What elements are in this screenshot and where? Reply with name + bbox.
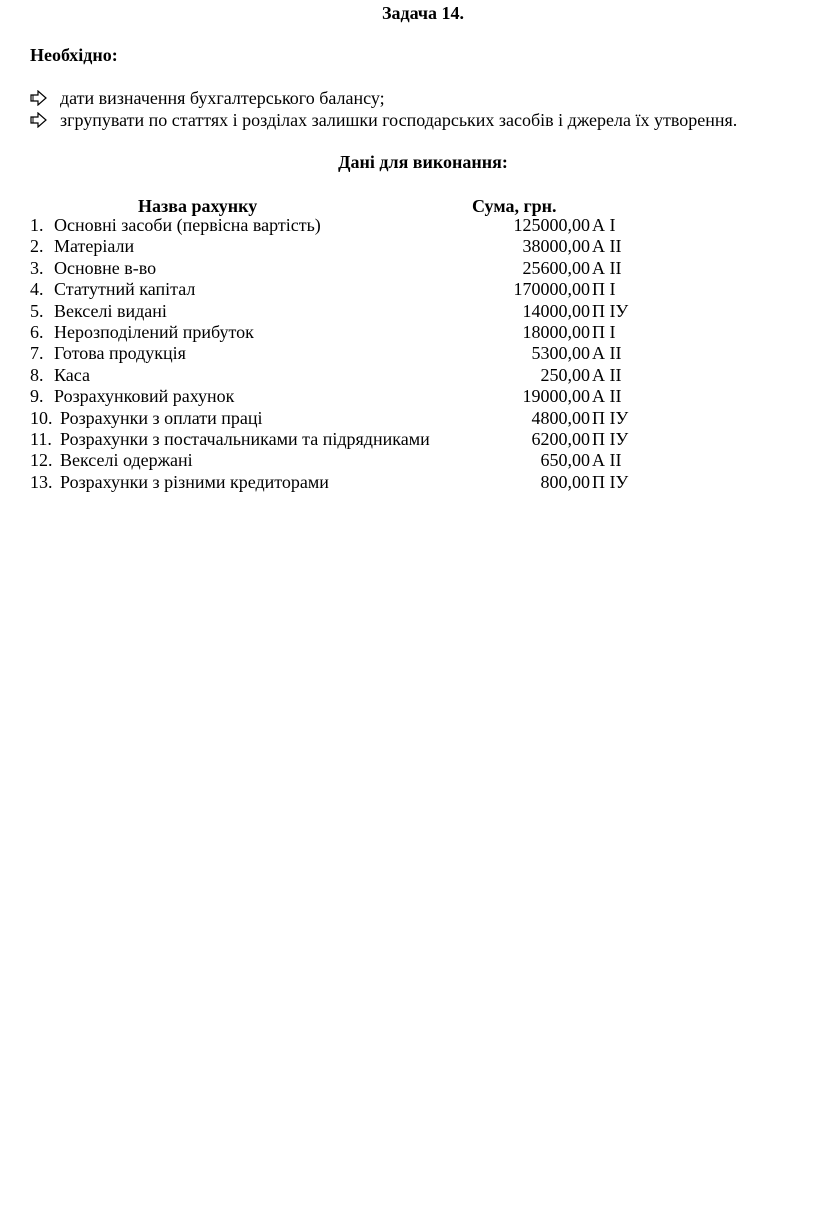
row-name: Розрахунковий рахунок bbox=[54, 386, 235, 407]
page-title: Задача 14. bbox=[381, 3, 465, 23]
table-row bbox=[30, 279, 650, 300]
row-code: П І bbox=[592, 321, 616, 342]
row-number: 7. bbox=[30, 343, 44, 364]
row-code: А ІІ bbox=[592, 364, 622, 385]
table-row bbox=[30, 429, 650, 450]
row-name: Векселі одержані bbox=[60, 450, 193, 471]
table-row bbox=[30, 215, 650, 236]
table-row bbox=[30, 301, 650, 322]
row-name: Основне в-во bbox=[54, 257, 157, 278]
table-body bbox=[30, 215, 650, 493]
row-amount: 25600,00 bbox=[522, 257, 590, 278]
row-number: 2. bbox=[30, 236, 44, 257]
row-code: А ІІ bbox=[592, 386, 622, 407]
data-heading: Дані для виконання: bbox=[338, 152, 508, 172]
row-amount: 650,00 bbox=[540, 450, 590, 471]
row-name: Розрахунки з постачальниками та підрядниками bbox=[60, 428, 430, 449]
row-amount: 170000,00 bbox=[513, 279, 590, 300]
row-name: Розрахунки з різними кредиторами bbox=[60, 471, 329, 492]
table-row bbox=[30, 386, 650, 407]
row-number: 3. bbox=[30, 257, 44, 278]
table-row bbox=[30, 236, 650, 257]
row-number: 11. bbox=[30, 428, 52, 449]
table-row bbox=[30, 258, 650, 279]
arrow-right-icon bbox=[30, 112, 48, 128]
row-number: 13. bbox=[30, 471, 53, 492]
table-row bbox=[30, 322, 650, 343]
row-name: Нерозподілений прибуток bbox=[54, 321, 254, 342]
column-header-sum: Сума, грн. bbox=[472, 196, 557, 216]
row-number: 4. bbox=[30, 279, 44, 300]
row-code: П ІУ bbox=[592, 471, 629, 492]
table-row bbox=[30, 343, 650, 364]
column-header-name: Назва рахунку bbox=[138, 196, 258, 216]
row-code: А ІІ bbox=[592, 450, 622, 471]
row-name: Статутний капітал bbox=[54, 279, 196, 300]
arrow-right-icon bbox=[30, 90, 48, 106]
row-amount: 6200,00 bbox=[531, 428, 590, 449]
row-amount: 14000,00 bbox=[522, 300, 590, 321]
row-name: Готова продукція bbox=[54, 343, 186, 364]
row-amount: 19000,00 bbox=[522, 386, 590, 407]
row-code: П ІУ bbox=[592, 407, 629, 428]
row-number: 1. bbox=[30, 215, 44, 235]
row-name: Матеріали bbox=[54, 236, 135, 257]
row-code: А ІІ bbox=[592, 343, 622, 364]
row-number: 8. bbox=[30, 364, 44, 385]
table-row bbox=[30, 408, 650, 429]
row-number: 9. bbox=[30, 386, 44, 407]
row-amount: 5300,00 bbox=[531, 343, 590, 364]
list-item-text: дати визначення бухгалтерського балансу; bbox=[60, 88, 385, 108]
row-number: 10. bbox=[30, 407, 53, 428]
row-name: Розрахунки з оплати праці bbox=[60, 407, 263, 428]
row-code: П ІУ bbox=[592, 300, 629, 321]
row-number: 5. bbox=[30, 300, 44, 321]
row-code: П ІУ bbox=[592, 428, 629, 449]
table-row bbox=[30, 450, 650, 471]
row-amount: 125000,00 bbox=[513, 215, 590, 235]
list-item-text: згрупувати по статтях і розділах залишки господарських засобів і джерела їх утворення. bbox=[60, 110, 738, 130]
row-amount: 18000,00 bbox=[522, 321, 590, 342]
row-amount: 38000,00 bbox=[522, 236, 590, 257]
row-code: А ІІ bbox=[592, 236, 622, 257]
table-row bbox=[30, 472, 650, 493]
row-code: П І bbox=[592, 279, 616, 300]
row-code: А І bbox=[592, 215, 616, 235]
row-name: Векселі видані bbox=[54, 300, 167, 321]
row-amount: 250,00 bbox=[540, 364, 590, 385]
row-code: А ІІ bbox=[592, 257, 622, 278]
row-name: Основні засоби (первісна вартість) bbox=[54, 215, 321, 235]
row-number: 12. bbox=[30, 450, 53, 471]
required-label: Необхідно: bbox=[30, 45, 118, 65]
table-row bbox=[30, 365, 650, 386]
row-name: Каса bbox=[54, 364, 90, 385]
row-amount: 800,00 bbox=[540, 471, 590, 492]
row-amount: 4800,00 bbox=[531, 407, 590, 428]
row-number: 6. bbox=[30, 321, 44, 342]
